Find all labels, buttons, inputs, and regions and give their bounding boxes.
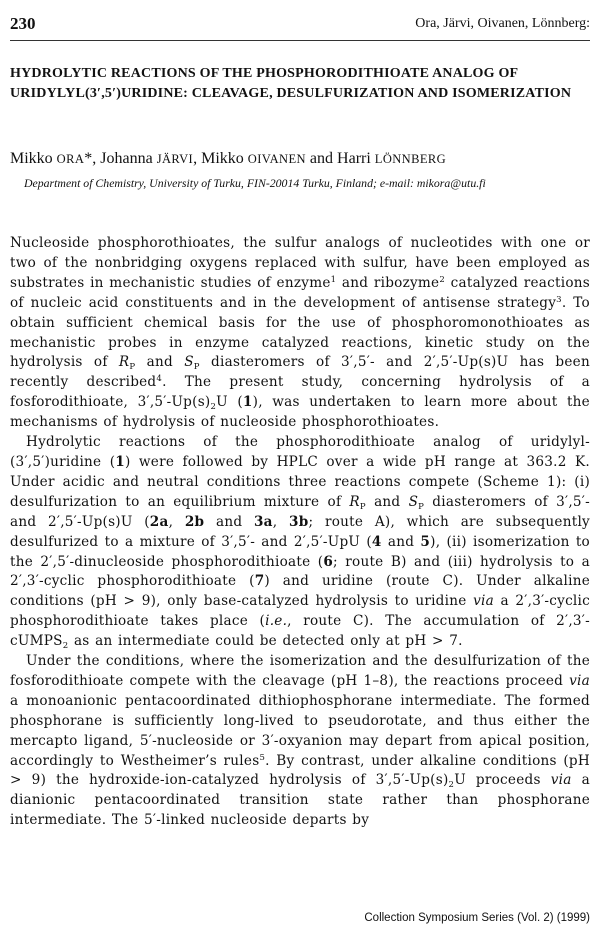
header-rule — [10, 40, 590, 41]
author-1: Mikko ORA* — [10, 150, 93, 167]
author-list: Mikko ORA*, Johanna JÄRVI, Mikko OIVANEN and Harri LÖNNBERG — [10, 150, 447, 167]
running-head: Ora, Järvi, Oivanen, Lönnberg: — [415, 16, 590, 31]
affiliation: Department of Chemistry, University of Turku, FIN-20014 Turku, Finland; e-mail: mikora@utu.fi — [24, 176, 486, 190]
paragraph-1: Nucleoside phosphorothioates, the sulfur analogs of nucleotides with one or two of the nonbridging oxygens replaced with sulfur, have been employed as substrates in mechanistic studies of enzyme$^1$ and ribozyme$^2$ catalyzed reactions of nucleic acid constituents and in the development of antisense strategy$^3$. To obtain sufficient chemical basis for the use of phosphoromonothioates as mechanistic probes in enzyme catalyzed reactions, kinetic study on the hydrolysis of $R_P$ and $S_P$ diasteromers of 3′,5′- and 2′,5′-Up(s)U has been recently described$^4$. The present study, concerning hydrolysis of a fosforodithioate, $3',5'-Up(s)_2U$ (1), was undertaken to learn more about the mechanisms of hydrolysis of nucleoside phosphorothioates. — [10, 235, 590, 431]
page-header — [10, 14, 590, 34]
author-4: Harri LÖNNBERG — [337, 150, 447, 167]
page-number: 230 — [10, 14, 36, 33]
paragraph-3: Under the conditions, where the isomerization and the desulfurization of the fosforodithioate compete with the cleavage (pH 1–8), the reactions proceed via a monoanionic pentacoordinated dithiophosphorane intermediate. The formed phosphorane is sufficiently long-lived to pseudorotate, and thus either the mercapto ligand, 5′-nucleoside or 3′-oxyanion may depart from apical position, accordingly to Westheimer’s rules$^5$. By contrast, under alkaline conditions (pH > 9) the hydroxide-ion-catalyzed hydrolysis of $3',5'-Up(s)_2U$ proceeds via a dianionic pentacoordinated transition state rather than phosphorane intermediate. The 5′-linked nucleoside departs by — [10, 653, 590, 829]
author-2: Johanna JÄRVI — [100, 150, 194, 167]
body-text — [10, 234, 590, 831]
article-title: HYDROLYTIC REACTIONS OF THE PHOSPHORODITHIOATE ANALOG OF URIDYLYL(3′,5′)URIDINE: CLEAVAGE, DESULFURIZATION AND ISOMERIZATION — [10, 66, 572, 101]
paragraph-2: Hydrolytic reactions of the phosphorodithioate analog of uridylyl-(3′,5′)uridine (1) were followed by HPLC over a wide pH range at 363.2 K. Under acidic and neutral conditions three reactions compete (Scheme 1): (i) desulfurization to an equilibrium mixture of $R_P$ and $S_P$ diasteromers of 3′,5′- and 2′,5′-Up(s)U (2a, 2b and 3a, 3b; route A), which are subsequently desulfurized to a mixture of 3′,5′- and 2′,5′-UpU (4 and 5), (ii) isomerization to the 2′,5′-dinucleoside phosphorodithioate (6; route B) and (iii) hydrolysis to a 2′,3′-cyclic phosphorodithioate (7) and uridine (route C). Under alkaline conditions (pH > 9), only base-catalyzed hydrolysis to uridine via a 2′,3′-cyclic phosphorodithioate takes place (i.e., route C). The accumulation of 2′,3′-cUMPS$_2$ as an intermediate could be detected only at pH > 7. — [10, 434, 590, 652]
author-3: Mikko OIVANEN — [201, 150, 306, 167]
page-footer: Collection Symposium Series (Vol. 2) (1999) — [364, 912, 590, 924]
